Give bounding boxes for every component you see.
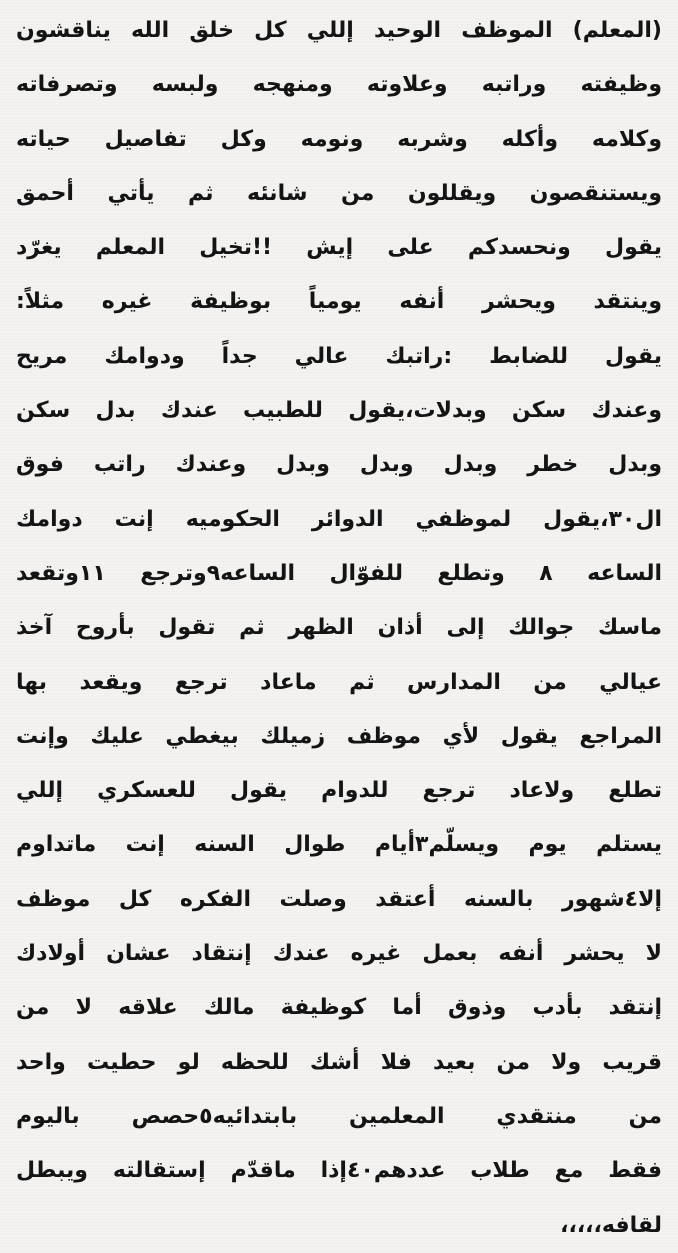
text-line: الساعه ٨ وتطلع للفوّال الساعه٩وترجع ١١وتقعد xyxy=(16,560,662,586)
text-line: يستلم يوم ويسلّم٣أيام طوال السنه إنت ماتداوم xyxy=(16,832,662,858)
text-line: وكلامه وأكله وشربه ونومه وكل تفاصيل حياته xyxy=(16,126,662,152)
text-line: تطلع ولاعاد ترجع للدوام يقول للعسكري إللي xyxy=(16,778,662,804)
text-line: يقول ونحسدكم على إيش !!تخيل المعلم يغرّد xyxy=(16,235,662,261)
text-line: وعندك سكن وبدلات،يقول للطبيب عندك بدل سكن xyxy=(16,398,662,424)
text-line: فقط مع طلاب عددهم٤٠إذا ماقدّم إستقالته ويبطل xyxy=(16,1158,662,1184)
text-line: من منتقدي المعلمين بابتدائيه٥حصص باليوم xyxy=(16,1103,662,1129)
text-line: إلا٤شهور بالسنه أعتقد وصلت الفكره كل موظف xyxy=(16,886,662,912)
text-line: لا يحشر أنفه بعمل غيره عندك إنتقاد عشان أولادك xyxy=(16,941,662,967)
text-line: إنتقد بأدب وذوق أما كوظيفة مالك علاقه لا من xyxy=(16,995,662,1021)
text-line: يقول للضابط :راتبك عالي جداً ودوامك مريح xyxy=(16,343,662,369)
note-text xyxy=(16,4,662,1253)
text-line: (المعلم) الموظف الوحيد إللي كل خلق الله يناقشون xyxy=(16,18,662,43)
text-line: وينتقد ويحشر أنفه يومياً بوظيفة غيره مثلاً: xyxy=(16,289,662,315)
text-line: عيالي من المدارس ثم ماعاد ترجع ويقعد بها xyxy=(16,669,662,695)
text-line: وظيفته وراتبه وعلاوته ومنهجه ولبسه وتصرفاته xyxy=(16,72,662,98)
text-line: لقافه،،،،، xyxy=(560,1212,662,1238)
text-line: المراجع يقول لأي موظف زميلك بيغطي عليك وإنت xyxy=(16,723,662,749)
text-line: ويستنقصون ويقللون من شانئه ثم يأتي أحمق xyxy=(16,180,662,206)
text-line: وبدل خطر وبدل وبدل وبدل وعندك راتب فوق xyxy=(16,452,662,478)
text-line: قريب ولا من بعيد فلا أشك للحظه لو حطيت واحد xyxy=(16,1049,662,1075)
text-line: ماسك جوالك إلى أذان الظهر ثم تقول بأروح آخذ xyxy=(16,615,662,641)
text-line: ال٣٠،يقول لموظفي الدوائر الحكوميه إنت دوامك xyxy=(16,506,662,532)
